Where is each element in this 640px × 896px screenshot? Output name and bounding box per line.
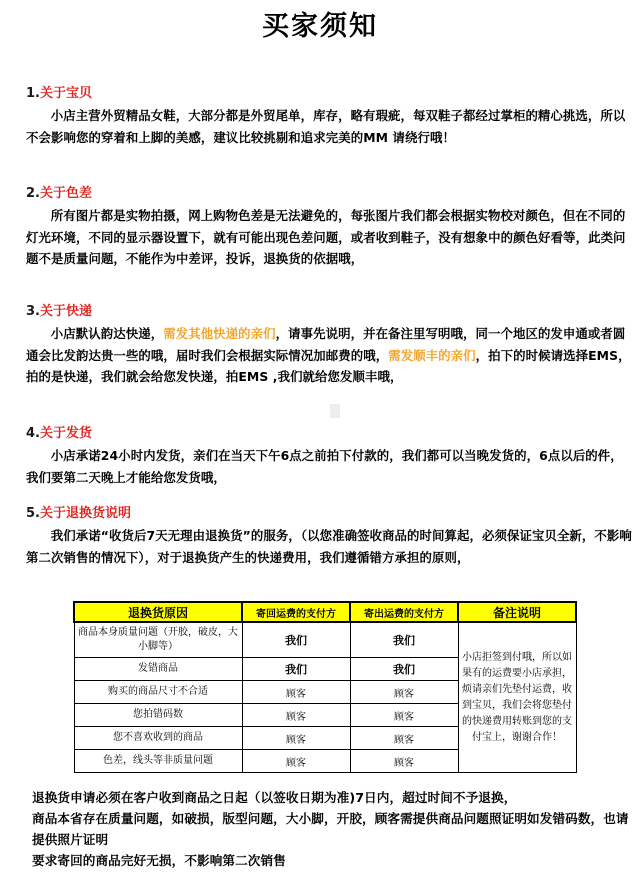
section-body: 所有图片都是实物拍摄，网上购物色差是无法避免的，每张图片我们都会根据实物校对颜色，但在不同的灯光环境，不同的显示器设置下，就有可能出现色差问题，或者收到鞋子，没有想象中的颜色好看等，此类问题不是质量问题，不能作为中差评，投诉，退换货的依据哦， bbox=[26, 208, 626, 266]
section-heading: 5.关于退换货说明 bbox=[26, 506, 131, 521]
section-heading: 4.关于发货 bbox=[26, 426, 92, 441]
return-payer-cell: 顾客 bbox=[242, 704, 350, 727]
reason-cell: 色差，线头等非质量问题 bbox=[74, 750, 242, 773]
header-reason: 退换货原因 bbox=[74, 602, 242, 622]
footer-notes bbox=[32, 787, 632, 871]
header-send-payer: 寄出运费的支付方 bbox=[350, 602, 458, 622]
section-heading: 3.关于快递 bbox=[26, 304, 92, 319]
footer-line: 退换货申请必须在客户收到商品之日起（以签收日期为准)7日内，超过时间不予退换， bbox=[32, 790, 517, 805]
send-payer-cell: 顾客 bbox=[350, 704, 458, 727]
section-returns bbox=[26, 506, 632, 568]
highlight-text: 需发其他快递的亲们 bbox=[163, 326, 276, 341]
table-header-row bbox=[74, 602, 576, 622]
send-payer-cell: 顾客 bbox=[350, 750, 458, 773]
reason-cell: 您不喜欢收到的商品 bbox=[74, 727, 242, 750]
send-payer-cell: 我们 bbox=[350, 658, 458, 681]
send-payer-cell: 顾客 bbox=[350, 681, 458, 704]
return-payer-cell: 顾客 bbox=[242, 681, 350, 704]
reason-cell: 购买的商品尺寸不合适 bbox=[74, 681, 242, 704]
section-heading: 1.关于宝贝 bbox=[26, 86, 92, 101]
return-payer-cell: 顾客 bbox=[242, 750, 350, 773]
return-payer-cell: 我们 bbox=[242, 658, 350, 681]
table-row bbox=[74, 622, 576, 658]
footer-line: 商品本省存在质量问题，如破损，版型问题，大小脚，开胶，顾客需提供商品问题照证明如发错码数，也请提供照片证明 bbox=[32, 811, 629, 847]
header-return-payer: 寄回运费的支付方 bbox=[242, 602, 350, 622]
return-policy-table bbox=[73, 601, 577, 773]
section-body: 我们承诺“收货后7天无理由退换货”的服务，（以您准确签收商品的时间算起，必须保证宝贝全新，不影响第二次销售的情况下），对于退换货产生的快递费用，我们遵循错方承担的原则， bbox=[26, 528, 632, 565]
reason-cell: 发错商品 bbox=[74, 658, 242, 681]
footer-line: 要求寄回的商品完好无损，不影响第二次销售 bbox=[32, 853, 286, 868]
section-delivery bbox=[26, 426, 632, 488]
section-body: 小店主营外贸精品女鞋，大部分都是外贸尾单，库存，略有瑕疵，每双鞋子都经过掌柜的精心挑选，所以不会影响您的穿着和上脚的美感，建议比较挑剔和追求完美的MM 请绕行哦！ bbox=[26, 108, 626, 145]
send-payer-cell: 顾客 bbox=[350, 727, 458, 750]
page-title: 买家须知 bbox=[262, 11, 378, 42]
header-note: 备注说明 bbox=[458, 602, 576, 622]
decorative-marker bbox=[330, 404, 340, 418]
section-heading: 2.关于色差 bbox=[26, 186, 92, 201]
section-body: 小店承诺24小时内发货，亲们在当天下午6点之前拍下付款的，我们都可以当晚发货的，6点以后的件，我们要第二天晚上才能给您发货哦， bbox=[26, 448, 623, 485]
reason-cell: 商品本身质量问题（开胶，破皮，大小脚等） bbox=[74, 622, 242, 658]
section-about-product bbox=[26, 86, 632, 148]
send-payer-cell: 我们 bbox=[350, 622, 458, 658]
section-shipping bbox=[26, 304, 632, 388]
note-cell: 小店拒签到付哦，所以如果有的运费要小店承担，烦请亲们先垫付运费，收到宝贝，我们会将您垫付的快递费用转账到您的支付宝上，谢谢合作！ bbox=[458, 622, 576, 773]
return-payer-cell: 顾客 bbox=[242, 727, 350, 750]
section-color-difference bbox=[26, 186, 632, 270]
highlight-text: 需发顺丰的亲们 bbox=[388, 347, 476, 363]
reason-cell: 您拍错码数 bbox=[74, 704, 242, 727]
section-body: 小店默认韵达快递，需发其他快递的亲们，请事先说明，并在备注里写明哦，同一个地区的发申通或者圆通会比发韵达贵一些的哦，届时我们会根据实际情况加邮费的哦，需发顺丰的亲们，拍下的时候请选择EMS，拍的是快递，我们就会给您发快递，拍EMS ,我们就给您发顺丰哦， bbox=[26, 326, 631, 384]
return-payer-cell: 我们 bbox=[242, 622, 350, 658]
